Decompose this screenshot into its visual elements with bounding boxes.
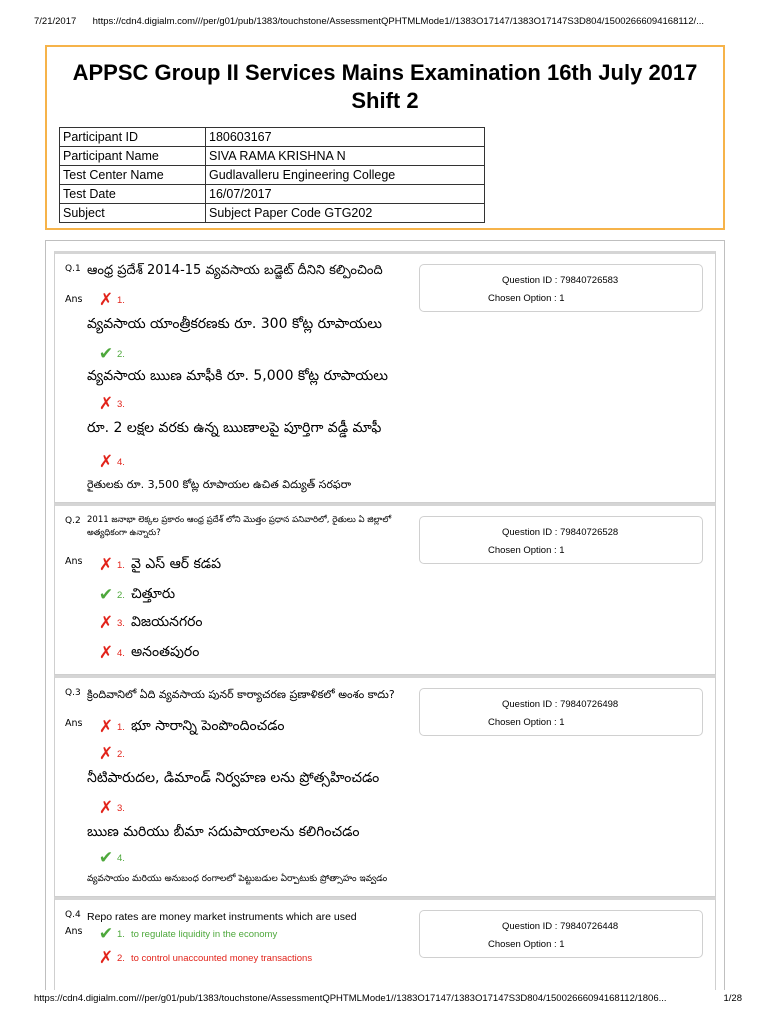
option-number: 4.: [117, 853, 125, 864]
page-number: 1/28: [723, 993, 742, 1004]
option-number: 4.: [117, 457, 125, 468]
print-url: https://cdn4.digialm.com///per/g01/pub/1383/touchstone/AssessmentQPHTMLMode1//1383O17147/1383O17147S3D804/15002666094168112/...: [92, 16, 705, 27]
option-text: రైతులకు రూ. 3,500 కోట్ల రూపాయల ఉచిత విద్యుత్ సరఫరా: [87, 478, 352, 491]
correct-check-icon: ✔: [98, 344, 114, 364]
option-text: విజయనగరం: [130, 614, 203, 630]
question-list: [45, 240, 725, 990]
question-text: ఆంధ్ర ప్రదేశ్ 2014-15 వ్యవసాయ బడ్జెట్ దీనిని కల్పించింది: [87, 263, 383, 278]
question-panel-q3: [54, 675, 716, 897]
option-text: వ్యవసాయ యాంత్రీకరణకు రూ. 300 కోట్ల రూపాయలు: [87, 316, 383, 332]
wrong-cross-icon: ✗: [98, 290, 114, 310]
option-number: 2.: [117, 953, 125, 964]
print-footer: [34, 993, 742, 1004]
wrong-cross-icon: ✗: [98, 643, 114, 663]
option-text: to regulate liquidity in the economy: [130, 929, 278, 940]
wrong-cross-icon: ✗: [98, 717, 114, 737]
correct-check-icon: ✔: [98, 848, 114, 868]
wrong-cross-icon: ✗: [98, 948, 114, 968]
info-key: Test Center Name: [60, 166, 206, 185]
option-3: [97, 396, 125, 413]
option-number: 2.: [117, 590, 125, 601]
question-id: Question ID : 79840726498: [502, 699, 619, 710]
option-text: వై ఎస్ ఆర్ కడప: [130, 556, 222, 572]
option-number: 2.: [117, 749, 125, 760]
option-text: చిత్తూరు: [130, 586, 176, 602]
chosen-option: Chosen Option : 1: [488, 545, 565, 556]
question-panel-q1: [54, 251, 716, 503]
answer-label: Ans: [65, 294, 83, 305]
info-value: SIVA RAMA KRISHNA N: [206, 147, 485, 166]
wrong-cross-icon: ✗: [98, 613, 114, 633]
option-text: భూ సారాన్ని పెంపొందించడం: [130, 718, 285, 734]
info-key: Test Date: [60, 185, 206, 204]
print-date: 7/21/2017: [34, 16, 77, 27]
question-panel-q2: [54, 503, 716, 675]
exam-header-box: [45, 45, 725, 230]
info-key: Participant Name: [60, 147, 206, 166]
print-header: [34, 16, 742, 27]
question-text: క్రిందివానిలో ఏది వ్యవసాయ పునర్ కార్యాచరణ ప్రణాళికలో అంశం కాదు?: [87, 688, 395, 701]
info-row: [60, 166, 485, 185]
info-value: 16/07/2017: [206, 185, 485, 204]
wrong-cross-icon: ✗: [98, 394, 114, 414]
option-text: వ్యవసాయ ఋణ మాఫీకి రూ. 5,000 కోట్ల రూపాయలు: [87, 368, 388, 384]
question-number: Q.1: [65, 264, 81, 274]
question-text: Repo rates are money market instruments which are used: [87, 911, 357, 923]
wrong-cross-icon: ✗: [98, 452, 114, 472]
option-text: రూ. 2 లక్షల వరకు ఉన్న ఋణాలపై పూర్తిగా వడ్డీ మాఫీ: [87, 420, 382, 436]
answer-label: Ans: [65, 718, 83, 729]
option-text: ఋణ మరియు బీమా సదుపాయాలను కలిగించడం: [87, 824, 360, 840]
question-number: Q.3: [65, 688, 81, 698]
wrong-cross-icon: ✗: [98, 744, 114, 764]
option-number: 2.: [117, 349, 125, 360]
wrong-cross-icon: ✗: [98, 555, 114, 575]
option-text: అనంతపురం: [130, 644, 200, 660]
info-row: [60, 185, 485, 204]
participant-info-table: [59, 127, 485, 223]
question-meta-box: [419, 688, 703, 736]
answer-label: Ans: [65, 556, 83, 567]
option-2: [97, 746, 125, 763]
option-4: [97, 644, 199, 663]
option-1: [97, 556, 221, 575]
question-panel-q4: [54, 897, 716, 990]
question-id: Question ID : 79840726583: [502, 275, 619, 286]
option-number: 1.: [117, 722, 125, 733]
chosen-option: Chosen Option : 1: [488, 717, 565, 728]
chosen-option: Chosen Option : 1: [488, 939, 565, 950]
question-meta-box: [419, 910, 703, 958]
info-value: Gudlavalleru Engineering College: [206, 166, 485, 185]
info-value: 180603167: [206, 128, 485, 147]
option-2: [97, 586, 175, 605]
option-3: [97, 800, 125, 817]
option-4: [97, 454, 125, 471]
question-number: Q.4: [65, 910, 81, 920]
option-number: 1.: [117, 560, 125, 571]
question-text: 2011 జనాభా లెక్కల ప్రకారం ఆంధ్ర ప్రదేశ్ లోని మొత్తం ప్రధాన పనివారిలో, రైతులు ఏ జిల్లాలో అత్యధికంగా ఉన్నారు?: [87, 515, 392, 538]
option-number: 3.: [117, 618, 125, 629]
page-title: [57, 59, 713, 115]
question-meta-box: [419, 516, 703, 564]
question-number: Q.2: [65, 516, 81, 526]
info-row: [60, 204, 485, 223]
option-2: [97, 950, 312, 967]
info-key: Participant ID: [60, 128, 206, 147]
option-number: 1.: [117, 929, 125, 940]
answer-label: Ans: [65, 926, 83, 937]
option-3: [97, 614, 203, 633]
option-4: [97, 850, 125, 867]
correct-check-icon: ✔: [98, 585, 114, 605]
question-meta-box: [419, 264, 703, 312]
correct-check-icon: ✔: [98, 924, 114, 944]
info-row: [60, 147, 485, 166]
option-1: [97, 718, 285, 737]
option-text: నీటిపారుదల, డిమాండ్ నిర్వహణ లను ప్రోత్సహించడం: [87, 770, 380, 786]
title-line-2: Shift 2: [351, 88, 419, 113]
option-1: [97, 292, 125, 309]
title-line-1: APPSC Group II Services Mains Examination 16th July 2017: [72, 60, 698, 85]
footer-url: https://cdn4.digialm.com///per/g01/pub/1383/touchstone/AssessmentQPHTMLMode1//1383O17147/1383O17147S3D804/15002666094168112/1806...: [34, 993, 667, 1004]
info-key: Subject: [60, 204, 206, 223]
info-row: [60, 128, 485, 147]
info-value: Subject Paper Code GTG202: [206, 204, 485, 223]
option-number: 4.: [117, 648, 125, 659]
option-text: to control unaccounted money transactions: [130, 953, 313, 964]
option-2: [97, 346, 125, 363]
chosen-option: Chosen Option : 1: [488, 293, 565, 304]
option-number: 3.: [117, 399, 125, 410]
option-number: 1.: [117, 295, 125, 306]
question-id: Question ID : 79840726448: [502, 921, 619, 932]
option-number: 3.: [117, 803, 125, 814]
option-1: [97, 926, 277, 943]
option-text: వ్యవసాయం మరియు అనుబంధ రంగాలలో పెట్టుబడుల ఏర్పాటుకు ప్రోత్సాహం ఇవ్వడం: [87, 874, 388, 884]
wrong-cross-icon: ✗: [98, 798, 114, 818]
question-id: Question ID : 79840726528: [502, 527, 619, 538]
